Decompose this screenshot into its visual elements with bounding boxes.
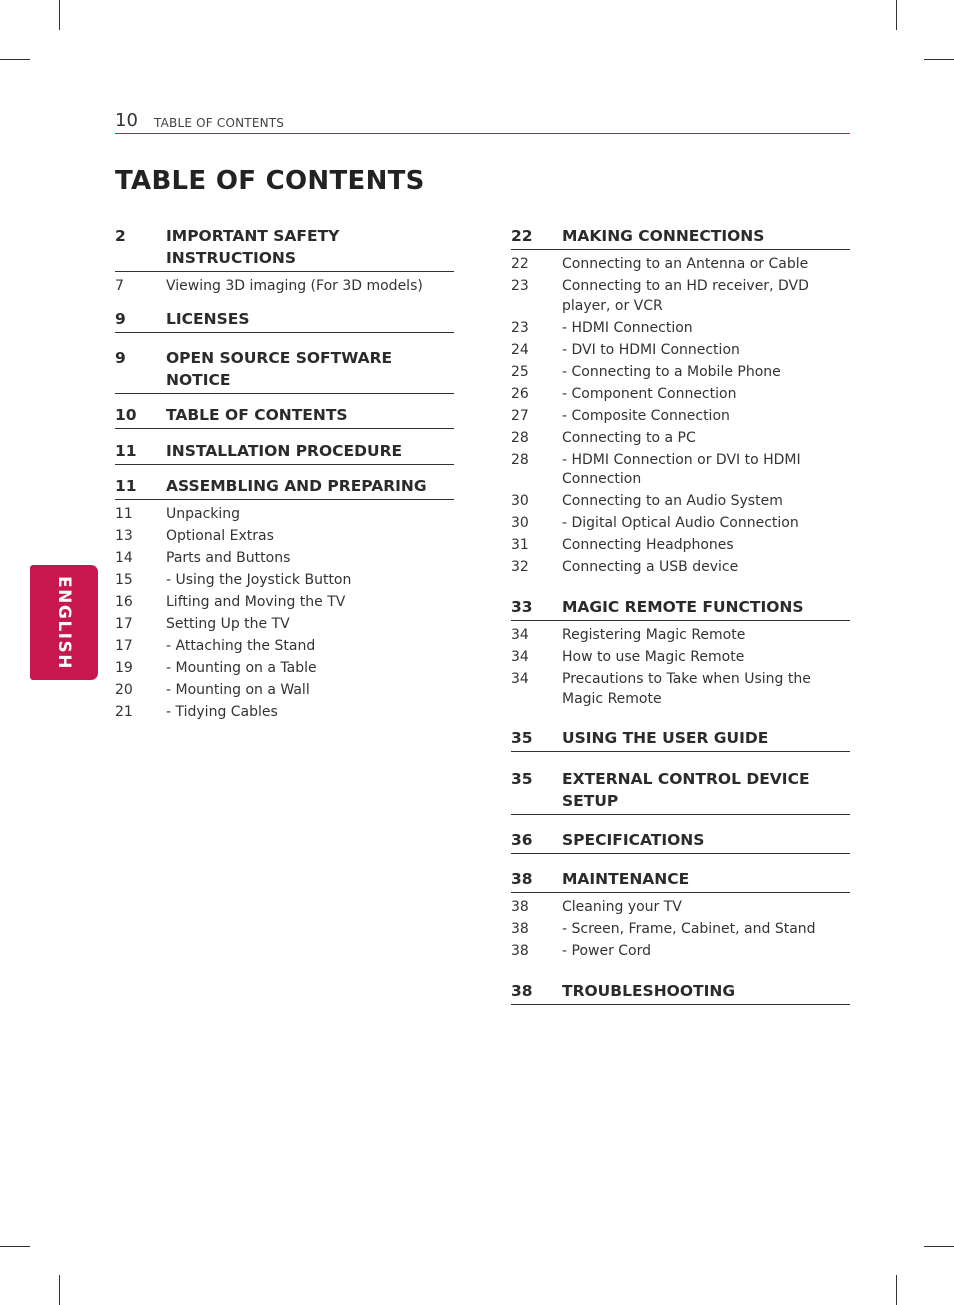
language-tab [30, 565, 98, 680]
section-title: TROUBLESHOOTING [562, 981, 736, 1000]
entry-page-number: 17 [115, 616, 133, 632]
entry-title: - Tidying Cables [166, 704, 278, 720]
entry-page-number: 7 [115, 278, 124, 294]
section-title: MAINTENANCE [562, 869, 690, 888]
toc-entry[interactable] [115, 615, 454, 637]
section-page-number: 35 [511, 769, 533, 788]
crop-mark [924, 1246, 954, 1247]
toc-entry[interactable] [115, 277, 454, 299]
entry-title: - Composite Connection [562, 407, 730, 424]
toc-entry[interactable] [115, 659, 454, 681]
crop-mark [59, 0, 60, 30]
toc-entry[interactable] [511, 363, 850, 385]
entry-page-number: 34 [511, 671, 529, 687]
section-title: OPEN SOURCE SOFTWARE NOTICE [166, 349, 393, 389]
section-title: TABLE OF CONTENTS [166, 406, 348, 424]
entry-page-number: 20 [115, 682, 133, 698]
section-heading[interactable] [115, 440, 454, 465]
page-header [115, 110, 850, 134]
toc-entry[interactable] [511, 558, 850, 580]
section-title: IMPORTANT SAFETY INSTRUCTIONS [166, 227, 340, 267]
section-heading[interactable] [511, 868, 850, 893]
toc-entry[interactable] [115, 593, 454, 615]
entry-page-number: 19 [115, 660, 133, 676]
toc-entry[interactable] [511, 920, 850, 942]
entry-page-number: 34 [511, 627, 529, 643]
toc-entry[interactable] [511, 341, 850, 363]
entry-title: Connecting a USB device [562, 559, 739, 575]
page-title: TABLE OF CONTENTS [115, 166, 425, 196]
entry-title: - Mounting on a Wall [166, 682, 310, 698]
entry-title: - Screen, Frame, Cabinet, and Stand [562, 920, 816, 937]
toc-section [115, 404, 454, 429]
section-page-number: 38 [511, 869, 533, 888]
entry-page-number: 17 [115, 638, 133, 654]
section-heading[interactable] [511, 225, 850, 250]
section-title: INSTALLATION PROCEDURE [166, 442, 403, 460]
entry-page-number: 25 [511, 363, 529, 380]
section-title: EXTERNAL CONTROL DEVICE SETUP [562, 769, 810, 810]
entry-page-number: 32 [511, 559, 529, 575]
section-title: SPECIFICATIONS [562, 830, 705, 849]
toc-entry[interactable] [511, 407, 850, 429]
section-heading[interactable] [115, 225, 454, 272]
section-title: USING THE USER GUIDE [562, 728, 769, 747]
section-item-list [511, 898, 850, 964]
section-page-number: 9 [115, 310, 126, 328]
toc-entry[interactable] [511, 385, 850, 407]
entry-title: Precautions to Take when Using the Magic Remote [562, 671, 811, 707]
entry-title: Connecting Headphones [562, 537, 734, 553]
toc-entry[interactable] [511, 942, 850, 964]
toc-section [511, 980, 850, 1005]
entry-page-number: 30 [511, 493, 529, 509]
header-title: TABLE OF CONTENTS [154, 116, 285, 130]
entry-title: - Power Cord [562, 942, 652, 959]
crop-mark [0, 59, 30, 60]
toc-entry[interactable] [511, 492, 850, 514]
entry-page-number: 21 [115, 704, 133, 720]
section-page-number: 9 [115, 349, 126, 367]
entry-page-number: 24 [511, 341, 529, 358]
section-title: LICENSES [166, 310, 250, 328]
entry-page-number: 16 [115, 594, 133, 610]
entry-title: Connecting to a PC [562, 429, 696, 446]
section-page-number: 2 [115, 227, 126, 245]
entry-title: Setting Up the TV [166, 616, 290, 632]
entry-title: Optional Extras [166, 528, 274, 544]
toc-entry[interactable] [511, 626, 850, 648]
entry-page-number: 31 [511, 537, 529, 553]
entry-title: - Connecting to a Mobile Phone [562, 363, 781, 380]
entry-title: How to use Magic Remote [562, 649, 745, 665]
section-page-number: 11 [115, 477, 137, 495]
crop-mark [924, 59, 954, 60]
section-item-list [511, 626, 850, 712]
entry-title: Cleaning your TV [562, 898, 682, 915]
entry-title: - Using the Joystick Button [166, 572, 352, 588]
toc-entry[interactable] [511, 536, 850, 558]
entry-page-number: 22 [511, 256, 529, 272]
section-heading[interactable] [511, 829, 850, 854]
toc-entry[interactable] [511, 429, 850, 451]
entry-title: Connecting to an Audio System [562, 493, 783, 509]
section-title: MAGIC REMOTE FUNCTIONS [562, 598, 804, 616]
toc-entry[interactable] [115, 703, 454, 725]
entry-page-number: 30 [511, 515, 529, 531]
toc-section [511, 727, 850, 752]
section-heading[interactable] [115, 347, 454, 394]
section-title: MAKING CONNECTIONS [562, 227, 765, 245]
entry-title: Connecting to an Antenna or Cable [562, 256, 809, 272]
section-title: ASSEMBLING AND PREPARING [166, 477, 427, 495]
entry-page-number: 38 [511, 898, 529, 915]
toc-entry[interactable] [511, 255, 850, 277]
section-page-number: 11 [115, 442, 137, 460]
section-item-list [511, 255, 850, 580]
toc-section [115, 308, 454, 333]
toc-entry[interactable] [115, 549, 454, 571]
entry-title: - Attaching the Stand [166, 638, 316, 654]
toc-section [115, 347, 454, 394]
entry-title: - HDMI Connection or DVI to HDMI Connection [562, 451, 801, 487]
section-item-list [115, 505, 454, 725]
toc-entry[interactable] [511, 451, 850, 493]
toc-entry[interactable] [115, 571, 454, 593]
language-tab-label: ENGLISH [54, 575, 74, 670]
section-page-number: 38 [511, 981, 533, 1000]
page-number: 10 [115, 110, 138, 131]
entry-page-number: 23 [511, 278, 529, 294]
entry-page-number: 11 [115, 506, 133, 522]
crop-mark [896, 0, 897, 30]
entry-title: - Mounting on a Table [166, 660, 317, 676]
toc-section [115, 440, 454, 465]
toc-right-column [511, 225, 850, 1005]
toc-entry[interactable] [115, 637, 454, 659]
section-heading[interactable] [511, 980, 850, 1005]
toc-entry[interactable] [511, 319, 850, 341]
entry-page-number: 28 [511, 451, 529, 468]
entry-title: - HDMI Connection [562, 319, 693, 336]
toc-section [511, 225, 850, 580]
entry-title: Registering Magic Remote [562, 627, 746, 643]
section-heading[interactable] [511, 727, 850, 752]
section-page-number: 22 [511, 227, 533, 245]
entry-title: - Digital Optical Audio Connection [562, 515, 799, 531]
entry-page-number: 28 [511, 429, 529, 446]
entry-title: Connecting to an HD receiver, DVD player, or VCR [562, 278, 809, 314]
toc-entry[interactable] [511, 670, 850, 712]
toc-section [511, 829, 850, 854]
entry-page-number: 38 [511, 920, 529, 937]
section-heading[interactable] [115, 404, 454, 429]
entry-page-number: 23 [511, 319, 529, 336]
crop-mark [59, 1275, 60, 1305]
entry-title: Parts and Buttons [166, 550, 291, 566]
crop-mark [896, 1275, 897, 1305]
toc-entry[interactable] [115, 505, 454, 527]
entry-title: Unpacking [166, 506, 241, 522]
section-page-number: 36 [511, 830, 533, 849]
section-page-number: 10 [115, 406, 137, 424]
entry-page-number: 27 [511, 407, 529, 424]
section-page-number: 33 [511, 598, 533, 616]
toc-section [115, 225, 454, 299]
section-heading[interactable] [511, 596, 850, 621]
section-heading[interactable] [115, 475, 454, 500]
entry-title: - DVI to HDMI Connection [562, 341, 740, 358]
entry-page-number: 15 [115, 572, 133, 588]
section-item-list [115, 277, 454, 299]
toc-entry[interactable] [115, 681, 454, 703]
entry-page-number: 38 [511, 942, 529, 959]
entry-title: Lifting and Moving the TV [166, 594, 346, 610]
entry-title: Viewing 3D imaging (For 3D models) [166, 278, 423, 294]
toc-left-column [115, 225, 454, 725]
toc-entry[interactable] [511, 898, 850, 920]
entry-page-number: 13 [115, 528, 133, 544]
entry-page-number: 26 [511, 385, 529, 402]
toc-section [511, 596, 850, 712]
toc-entry[interactable] [511, 648, 850, 670]
toc-entry[interactable] [511, 277, 850, 319]
entry-title: - Component Connection [562, 385, 737, 402]
section-heading[interactable] [115, 308, 454, 333]
toc-section [115, 475, 454, 725]
toc-section [511, 868, 850, 964]
toc-entry[interactable] [115, 527, 454, 549]
section-page-number: 35 [511, 728, 533, 747]
toc-entry[interactable] [511, 514, 850, 536]
entry-page-number: 34 [511, 649, 529, 665]
section-heading[interactable] [511, 768, 850, 815]
crop-mark [0, 1246, 30, 1247]
toc-section [511, 768, 850, 815]
entry-page-number: 14 [115, 550, 133, 566]
